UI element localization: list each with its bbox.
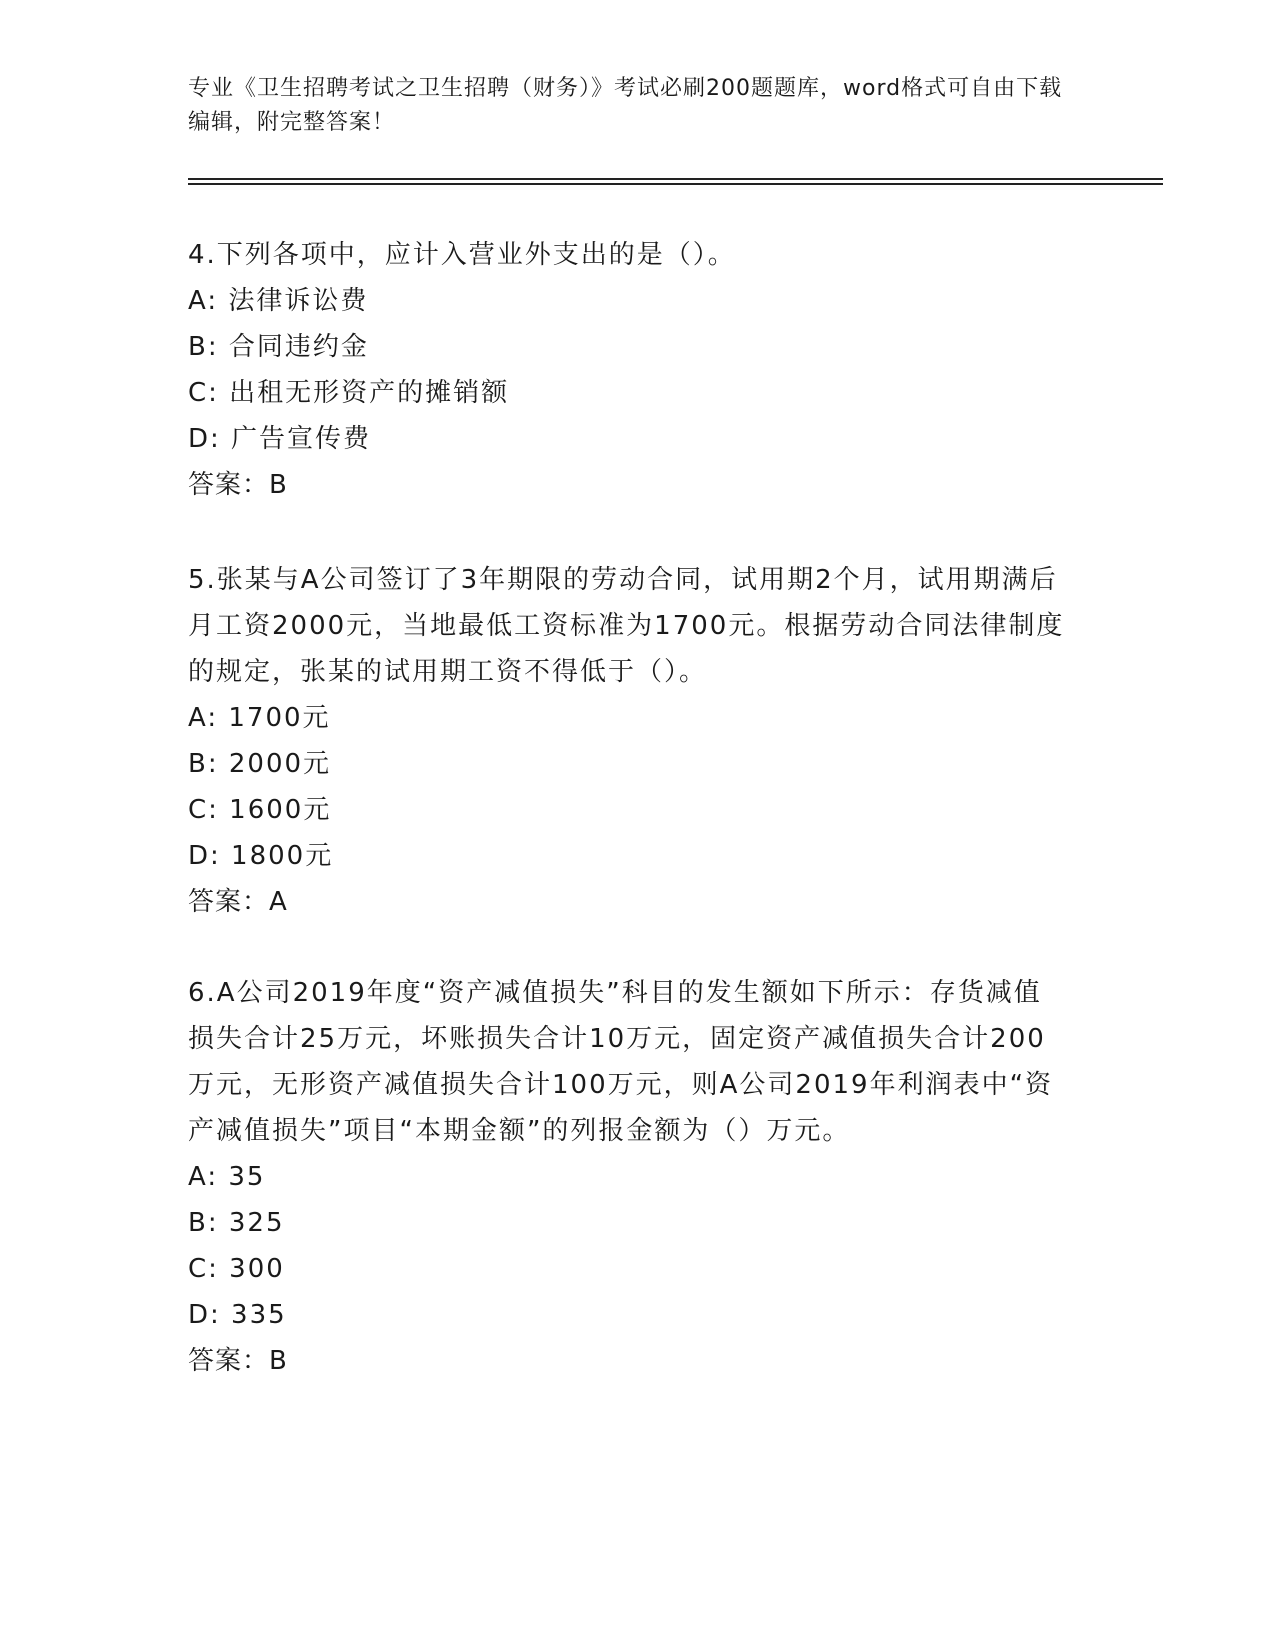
- option-a: A: 1700元: [188, 703, 331, 733]
- option-a: A: 法律诉讼费: [188, 286, 369, 316]
- option-b: B: 合同违约金: [188, 332, 369, 362]
- header-divider-bottom: [188, 183, 1163, 185]
- answer-line: 答案：B: [188, 1346, 288, 1376]
- answer-line: 答案：A: [188, 887, 288, 917]
- option-c: C: 300: [188, 1254, 285, 1284]
- document-intro: 专业《卫生招聘考试之卫生招聘（财务）》考试必刷200题题库，word格式可自由下载编辑，附完整答案！: [188, 76, 1063, 135]
- option-c: C: 1600元: [188, 795, 332, 825]
- question-stem: 6.A公司2019年度“资产减值损失”科目的发生额如下所示：存货减值损失合计25万元，坏账损失合计10万元，固定资产减值损失合计200万元，无形资产减值损失合计100万元，则A公司2019年利润表中“资产减值损失”项目“本期金额”的列报金额为（）万元。: [188, 978, 1054, 1146]
- answer-line: 答案：B: [188, 470, 288, 500]
- option-d: D: 1800元: [188, 841, 334, 871]
- question-5: [188, 557, 1068, 925]
- option-b: B: 325: [188, 1208, 285, 1238]
- option-c: C: 出租无形资产的摊销额: [188, 378, 510, 408]
- question-4: [188, 232, 1068, 508]
- question-stem: 4.下列各项中，应计入营业外支出的是（）。: [188, 240, 736, 270]
- question-6: [188, 970, 1068, 1384]
- option-a: A: 35: [188, 1162, 266, 1192]
- option-d: D: 广告宣传费: [188, 424, 372, 454]
- option-d: D: 335: [188, 1300, 287, 1330]
- header-divider-top: [188, 178, 1163, 180]
- option-b: B: 2000元: [188, 749, 332, 779]
- question-stem: 5.张某与A公司签订了3年期限的劳动合同，试用期2个月，试用期满后月工资2000元，当地最低工资标准为1700元。根据劳动合同法律制度的规定，张某的试用期工资不得低于（）。: [188, 565, 1065, 687]
